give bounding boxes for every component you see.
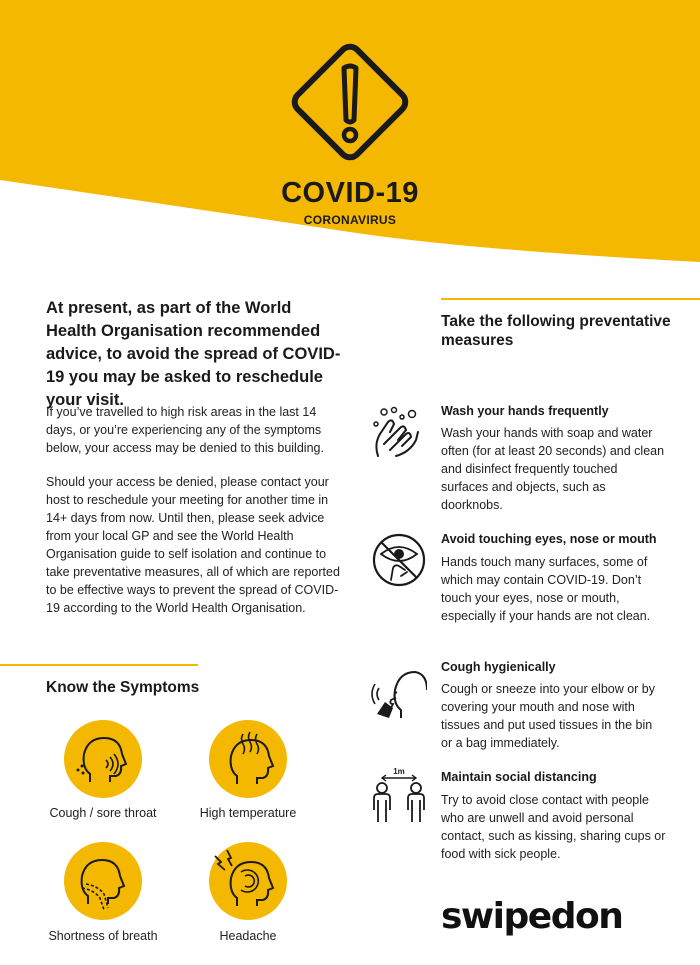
no-touch-face-icon — [371, 532, 427, 588]
svg-text:1m: 1m — [393, 767, 405, 776]
cough-head-icon — [64, 720, 142, 798]
measure-body: Wash your hands with soap and water often (for at least 20 seconds) and clean and disinfect frequently touched surfaces and objects, such as doorknobs. — [441, 426, 665, 512]
section-divider — [0, 664, 198, 666]
symptom-headache — [209, 842, 287, 920]
page-subtitle: CORONAVIRUS — [303, 213, 397, 227]
intro-paragraph: If you’ve travelled to high risk areas in the last 14 days, or you’re experiencing any of the symptoms below, your access may be denied to this building. — [46, 405, 324, 455]
measure-title: Maintain social distancing — [441, 770, 597, 784]
swipedon-logo: swipedon — [441, 896, 623, 937]
wash-hands-icon — [370, 404, 428, 462]
measure-body: Cough or sneeze into your elbow or by covering your mouth and nose with tissues and put used tissues in the bin or a bag immediately. — [441, 682, 656, 750]
symptom-temperature — [209, 720, 287, 798]
page-title: COVID-19 — [281, 177, 419, 209]
symptom-cough — [64, 720, 142, 798]
fever-head-icon — [209, 720, 287, 798]
cough-tissue-icon — [371, 662, 427, 722]
symptom-label: Cough / sore throat — [49, 806, 157, 820]
measure-body: Try to avoid close contact with people who are unwell and avoid personal contact, such as kissing, sharing cups or food with sick people. — [441, 793, 666, 861]
intro-heading: At present, as part of the World Health Organisation recommended advice, to avoid the spread of COVID-19 you may be asked to reschedule your visit. — [46, 299, 341, 409]
measure-title: Cough hygienically — [441, 660, 556, 674]
symptom-breath — [64, 842, 142, 920]
measure-body: Hands touch many surfaces, some of which may contain COVID-19. Don’t touch your eyes, nose or mouth, especially if your hands are not clean. — [441, 555, 651, 623]
symptom-label: Shortness of breath — [48, 929, 158, 943]
measures-heading: Take the following preventative measures — [441, 313, 671, 349]
breath-head-icon — [64, 842, 142, 920]
intro-paragraph: Should your access be denied, please contact your host to reschedule your meeting for another time in 14+ days from now. Until then, please seek advice from your local GP and see the World Health Organisation guide to self isolation and continue to take preventative measures, all of which are reported to be effective ways to prevent the spread of COVID-19 according to the World Health Organisation. — [46, 475, 340, 615]
headache-head-icon — [209, 842, 287, 920]
warning-diamond-icon — [282, 34, 418, 170]
measure-title: Avoid touching eyes, nose or mouth — [441, 532, 657, 546]
section-divider — [441, 298, 700, 300]
measure-title: Wash your hands frequently — [441, 404, 609, 418]
symptom-label: High temperature — [199, 806, 297, 820]
symptom-label: Headache — [219, 929, 277, 943]
social-distance-icon — [368, 766, 430, 828]
symptoms-heading: Know the Symptoms — [46, 679, 200, 696]
